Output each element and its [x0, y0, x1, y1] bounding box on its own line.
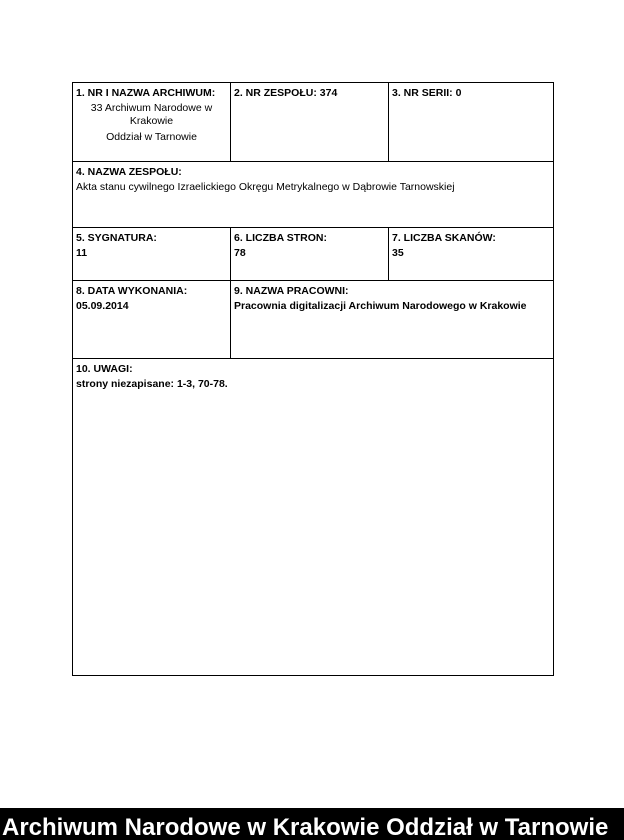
notes-label: 10. UWAGI:	[76, 363, 133, 375]
archive-footer-banner	[0, 808, 624, 840]
notes-value: strony niezapisane: 1-3, 70-78.	[76, 378, 228, 390]
row-archive	[73, 83, 553, 162]
pages-cell	[231, 228, 389, 280]
metadata-form	[72, 82, 554, 676]
series-no-label: 3. NR SERII: 0	[392, 87, 462, 99]
row-counts	[73, 228, 553, 281]
scans-label: 7. LICZBA SKANÓW:	[392, 232, 496, 244]
footer-text: Archiwum Narodowe w Krakowie Oddział w Tarnowie	[2, 814, 609, 840]
notes-cell	[73, 359, 553, 675]
series-no-cell	[389, 83, 553, 161]
scans-value: 35	[392, 247, 404, 259]
signature-label: 5. SYGNATURA:	[76, 232, 157, 244]
date-label: 8. DATA WYKONANIA:	[76, 285, 188, 297]
row-notes	[73, 359, 553, 675]
archive-cell	[73, 83, 231, 161]
fond-no-label: 2. NR ZESPOŁU: 374	[234, 87, 338, 99]
date-cell	[73, 281, 231, 358]
date-value: 05.09.2014	[76, 300, 129, 312]
signature-value: 11	[76, 247, 88, 259]
archive-value-line3: Oddział w Tarnowie	[106, 131, 197, 143]
workshop-value: Pracownia digitalizacji Archiwum Narodowego w Krakowie	[234, 300, 527, 312]
workshop-cell	[231, 281, 553, 358]
fond-no-cell	[231, 83, 389, 161]
pages-label: 6. LICZBA STRON:	[234, 232, 327, 244]
fond-name-cell	[73, 162, 553, 227]
workshop-label: 9. NAZWA PRACOWNI:	[234, 285, 349, 297]
signature-cell	[73, 228, 231, 280]
archive-value-line2: Krakowie	[129, 115, 174, 127]
scans-cell	[389, 228, 553, 280]
fond-name-label: 4. NAZWA ZESPOŁU:	[76, 166, 182, 178]
row-fond-name	[73, 162, 553, 228]
archive-label: 1. NR I NAZWA ARCHIWUM:	[76, 87, 216, 99]
pages-value: 78	[234, 247, 246, 259]
fond-name-value: Akta stanu cywilnego Izraelickiego Okręgu Metrykalnego w Dąbrowie Tarnowskiej	[76, 181, 455, 193]
archive-value-line1: 33 Archiwum Narodowe w	[90, 102, 213, 114]
row-date-workshop	[73, 281, 553, 359]
